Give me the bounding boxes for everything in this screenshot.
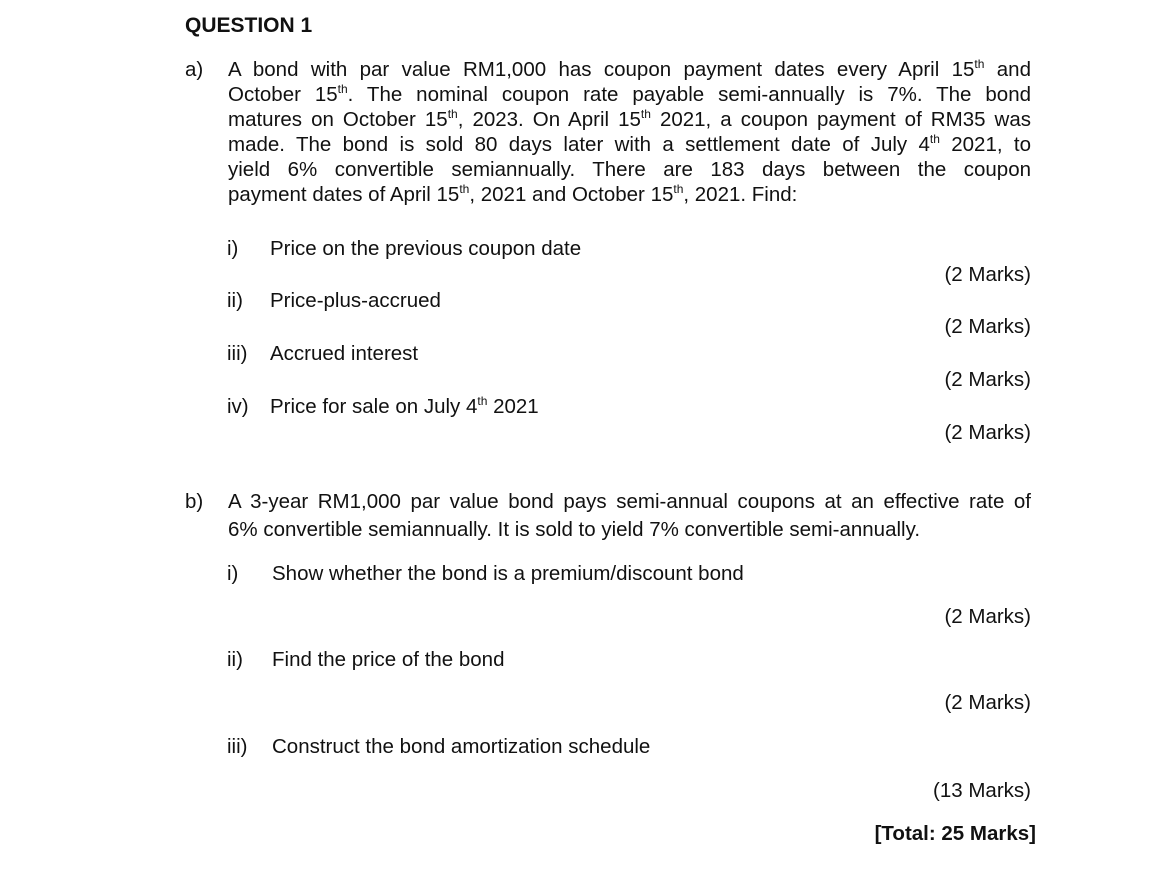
part-a-line-6: payment dates of April 15th, 2021 and October 15th, 2021. Find: — [228, 182, 798, 206]
part-a-label: a) — [185, 58, 204, 81]
part-a-item-label: i) — [227, 237, 239, 260]
part-a-line-4: made. The bond is sold 80 days later with a settlement date of July 4th 2021, to — [228, 132, 1031, 156]
part-a-line-3: matures on October 15th, 2023. On April 15th 2021, a coupon payment of RM35 was — [228, 107, 1031, 131]
part-b-item-marks: (2 Marks) — [944, 605, 1031, 628]
part-a-item-marks: (2 Marks) — [944, 315, 1031, 338]
part-a-item-marks: (2 Marks) — [944, 368, 1031, 391]
part-b-item-marks: (13 Marks) — [933, 779, 1031, 802]
part-b-item-label: i) — [227, 562, 239, 585]
question-title: QUESTION 1 — [185, 14, 313, 37]
part-a-item-marks: (2 Marks) — [944, 263, 1031, 286]
part-b-label: b) — [185, 490, 204, 513]
part-b-item-text: Find the price of the bond — [272, 648, 505, 671]
part-a-line-5: yield 6% convertible semiannually. There are 183 days between the coupon — [228, 158, 1031, 181]
part-a-item-text: Price-plus-accrued — [270, 289, 441, 312]
part-b-item-label: ii) — [227, 648, 243, 671]
part-a-item-marks: (2 Marks) — [944, 421, 1031, 444]
part-a-item-text: Price on the previous coupon date — [270, 237, 582, 260]
part-a-line-2: October 15th. The nominal coupon rate payable semi-annually is 7%. The bond — [228, 82, 1031, 106]
part-a-line-1: A bond with par value RM1,000 has coupon payment dates every April 15th and — [228, 57, 1031, 81]
part-b-line-1: A 3-year RM1,000 par value bond pays semi-annual coupons at an effective rate of — [228, 490, 1031, 513]
part-b-item-marks: (2 Marks) — [944, 691, 1031, 714]
part-a-item-label: ii) — [227, 289, 243, 312]
total-marks: [Total: 25 Marks] — [874, 822, 1036, 845]
part-b-item-text: Show whether the bond is a premium/discount bond — [272, 562, 744, 585]
part-b-line-2: 6% convertible semiannually. It is sold to yield 7% convertible semi-annually. — [228, 518, 921, 541]
part-a-item-label: iii) — [227, 342, 248, 365]
part-b-item-text: Construct the bond amortization schedule — [272, 735, 651, 758]
part-a-item-text: Price for sale on July 4th 2021 — [270, 394, 539, 418]
part-a-item-label: iv) — [227, 395, 249, 418]
part-a-item-text: Accrued interest — [270, 342, 419, 365]
part-b-item-label: iii) — [227, 735, 248, 758]
